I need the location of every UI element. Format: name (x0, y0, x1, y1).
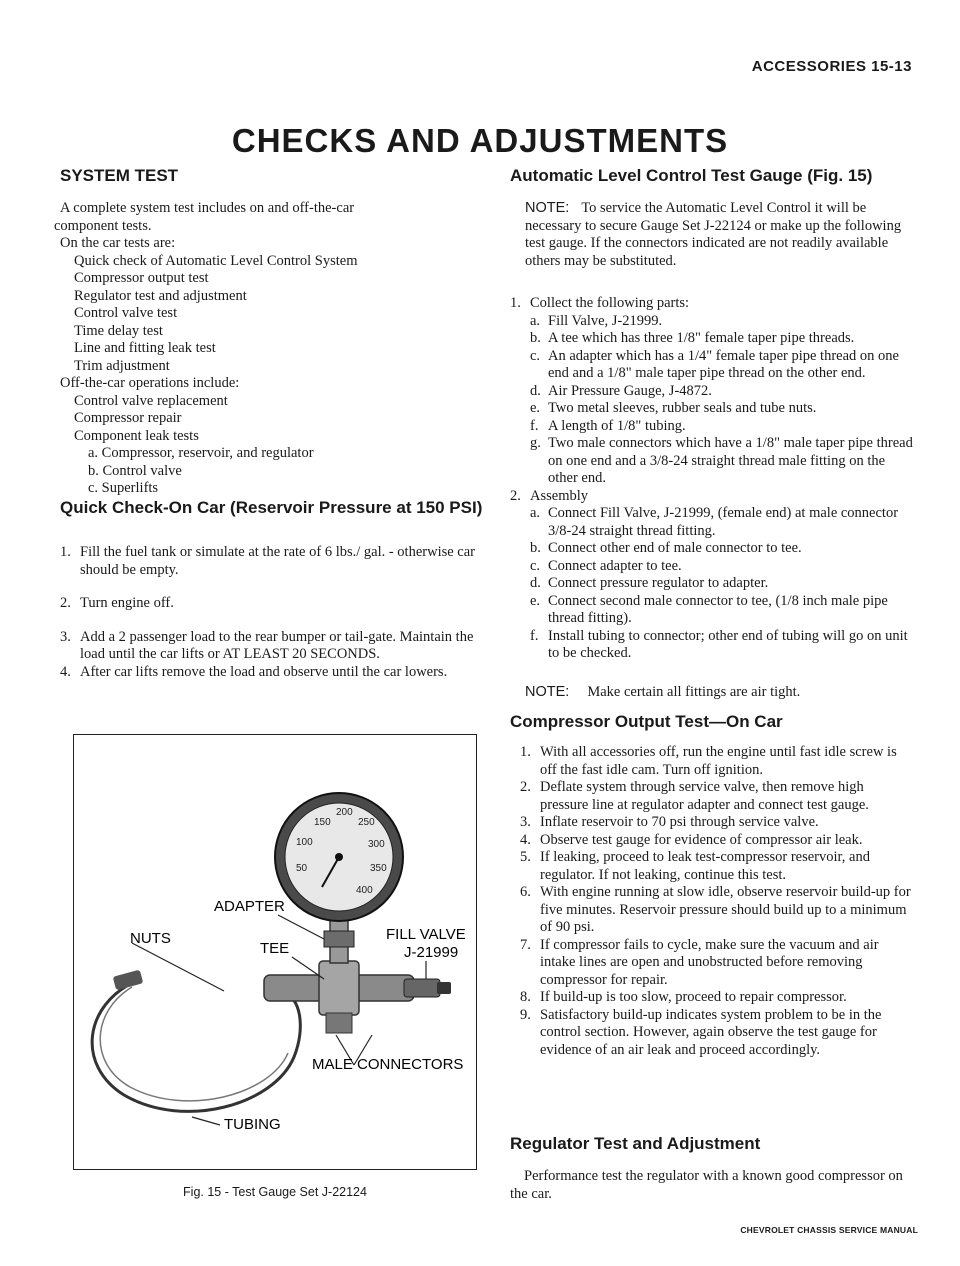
gauge-mark: 250 (358, 817, 375, 828)
quick-check-step (60, 664, 480, 682)
test-gauge-illustration (74, 735, 476, 1169)
system-test-line: Compressor output test (74, 270, 209, 286)
label-male-connectors: MALE CONNECTORS (312, 1056, 464, 1073)
step-text: Observe test gauge for evidence of compressor air leak. (540, 831, 863, 848)
leader-tubing (192, 1117, 220, 1125)
sub-text: Air Pressure Gauge, J-4872. (548, 382, 712, 399)
gauge-mark: 100 (296, 837, 313, 848)
sub-number: e. (530, 400, 541, 416)
step-text: If compressor fails to cycle, make sure the vacuum and air intake lines are open and unobstructed before removing compressor for repair. (540, 936, 879, 988)
sub-text: Install tubing to connector; other end of tubing will go on unit to be checked. (548, 627, 908, 661)
gauge-note (525, 200, 903, 270)
label-fill-valve: FILL VALVE (386, 926, 466, 943)
gauge-section-heading: Automatic Level Control Test Gauge (Fig. 15) (510, 166, 873, 185)
sub-item (530, 418, 913, 436)
figure-frame (73, 734, 477, 1170)
step-number: 5. (520, 849, 531, 865)
sub-number: a. (530, 312, 541, 329)
step-text: If leaking, proceed to leak test-compressor reservoir, and regulator. If not leaking, continue this test. (540, 849, 870, 883)
step-text: After car lifts remove the load and observe until the car lowers. (80, 663, 448, 680)
label-nuts: NUTS (130, 930, 171, 947)
sub-number: c. (530, 557, 541, 574)
system-test-intro-line2: component tests. (54, 217, 152, 234)
compressor-step (520, 849, 915, 884)
sub-item (530, 505, 913, 540)
sub-text: Two male connectors which have a 1/8" male taper pipe thread on one end and a 3/8-24 straight thread male fitting on the other end. (548, 435, 913, 486)
page-number-header: ACCESSORIES 15-13 (751, 58, 912, 75)
step-text: Fill the fuel tank or simulate at the rate of 6 lbs./ gal. - otherwise car should be empty. (80, 544, 476, 578)
gauge-mark: 50 (296, 863, 308, 874)
system-test-line: c. Superlifts (88, 480, 159, 496)
sub-number: b. (530, 330, 541, 346)
compressor-step (520, 744, 915, 779)
note-text: To service the Automatic Level Control it will be necessary to secure Gauge Set J-22124 or make up the following test gauge. If the connectors indicated are not readily available others may be substituted. (525, 200, 902, 269)
label-tubing: TUBING (224, 1116, 281, 1133)
sub-number: c. (530, 347, 541, 364)
compressor-step (520, 937, 915, 990)
compressor-test-heading: Compressor Output Test—On Car (510, 712, 783, 731)
sub-number: b. (530, 540, 541, 556)
label-tee: TEE (260, 940, 290, 957)
system-test-line: Off-the-car operations include: (60, 375, 240, 391)
step-number: 8. (520, 989, 531, 1005)
step-text: Add a 2 passenger load to the rear bumper or tail-gate. Maintain the load until the car lifts or AT LEAST 20 SECONDS. (80, 628, 474, 662)
compressor-step (520, 779, 915, 814)
sub-text: Connect other end of male connector to tee. (548, 540, 802, 556)
page-title: CHECKS AND ADJUSTMENTS (231, 122, 729, 159)
quick-check-steps (60, 544, 480, 681)
leader-adapter (278, 915, 324, 939)
sub-item (530, 313, 913, 331)
system-test-intro-line1: A complete system test includes on and off-the-car (60, 200, 355, 216)
step-number: 2. (60, 595, 71, 611)
sub-text: A tee which has three 1/8" female taper pipe threads. (548, 330, 855, 346)
system-test-line: Time delay test (74, 322, 163, 339)
step-text: Inflate reservoir to 70 psi through service valve. (540, 814, 819, 830)
sub-item (530, 593, 913, 628)
system-test-line: a. Compressor, reservoir, and regulator (88, 445, 314, 461)
sub-number: e. (530, 592, 541, 609)
step-text: Collect the following parts: (530, 295, 690, 311)
sub-item (530, 558, 913, 576)
system-test-line: Quick check of Automatic Level Control System (74, 252, 358, 269)
sub-item (530, 383, 913, 401)
sub-text: Two metal sleeves, rubber seals and tube nuts. (548, 400, 817, 416)
sub-item (530, 628, 913, 663)
figure-caption: Fig. 15 - Test Gauge Set J-22124 (183, 1185, 367, 1199)
sub-number: g. (530, 435, 541, 451)
sub-text: Connect pressure regulator to adapter. (548, 575, 769, 591)
system-test-line: On the car tests are: (60, 235, 176, 251)
sub-item (530, 540, 913, 558)
system-test-line: Control valve test (74, 305, 178, 321)
step-number: 2. (520, 779, 531, 795)
note-label: NOTE: (525, 200, 570, 216)
step-text: With engine running at slow idle, observe reservoir build-up for five minutes. Reservoir pressure should build up to a minimum of 90 psi. (540, 884, 911, 935)
step-number: 6. (520, 884, 531, 900)
step-number: 3. (520, 814, 531, 830)
system-test-line: Control valve replacement (74, 392, 228, 409)
step-number: 1. (510, 295, 521, 311)
fill-valve-cap (437, 982, 451, 994)
sub-text: Fill Valve, J-21999. (548, 312, 663, 329)
sub-item (530, 400, 913, 418)
label-fill-valve-number: J-21999 (404, 944, 459, 961)
system-test-body (54, 200, 480, 498)
compressor-test-steps (520, 744, 915, 1059)
tube-nut (113, 970, 144, 991)
tubing-coil-inner (100, 987, 288, 1101)
sub-text: Connect adapter to tee. (548, 557, 682, 574)
regulator-test-heading: Regulator Test and Adjustment (510, 1134, 761, 1153)
compressor-step (520, 832, 915, 850)
system-test-line: b. Control valve (88, 462, 182, 479)
step-number: 7. (520, 936, 531, 953)
system-test-line: Compressor repair (74, 410, 182, 426)
gauge-step (510, 295, 913, 488)
gauge-step (510, 488, 913, 663)
footer-brand: CHEVROLET CHASSIS SERVICE MANUAL (740, 1225, 918, 1235)
note-label: NOTE: (525, 684, 570, 700)
tee-center (319, 961, 359, 1015)
step-number: 9. (520, 1006, 531, 1023)
sub-item (530, 435, 913, 488)
compressor-step (520, 884, 915, 937)
gauge-mark: 300 (368, 839, 385, 850)
gauge-mark: 400 (356, 885, 373, 896)
sub-number: d. (530, 575, 541, 591)
sub-number: d. (530, 382, 541, 399)
step-number: 4. (520, 831, 531, 848)
leader-nuts (132, 943, 224, 991)
sub-item (530, 330, 913, 348)
step-number: 2. (510, 487, 521, 504)
quick-check-step (60, 629, 480, 664)
sub-text: A length of 1/8" tubing. (548, 417, 686, 434)
step-text: With all accessories off, run the engine until fast idle screw is off the fast idle cam. Turn off ignition. (540, 744, 897, 778)
step-text: Assembly (530, 487, 588, 504)
system-test-heading: SYSTEM TEST (60, 166, 179, 185)
step-text: If build-up is too slow, proceed to repair compressor. (540, 989, 847, 1005)
sub-text: Connect Fill Valve, J-21999, (female end) at male connector 3/8-24 straight thread fitting. (548, 505, 899, 539)
sub-text: Connect second male connector to tee, (1/8 inch male pipe thread fitting). (548, 592, 888, 626)
compressor-step (520, 1007, 915, 1060)
sub-item (530, 348, 913, 383)
step-number: 1. (60, 544, 71, 560)
system-test-line: Component leak tests (74, 427, 199, 444)
sub-item (530, 575, 913, 593)
system-test-line: Line and fitting leak test (74, 340, 216, 356)
sub-number: a. (530, 505, 541, 521)
adapter-hex (324, 931, 354, 947)
system-test-line: Regulator test and adjustment (74, 287, 247, 304)
quick-check-heading: Quick Check-On Car (Reservoir Pressure at 150 PSI) (60, 498, 483, 517)
note-text: Make certain all fittings are air tight. (587, 684, 801, 700)
gauge-mark: 200 (336, 807, 353, 818)
sub-number: f. (530, 627, 539, 644)
step-text: Satisfactory build-up indicates system problem to be in the control section. However, again observe the test gauge for evidence of an air leak and proceed accordingly. (540, 1006, 882, 1058)
regulator-test-text: Performance test the regulator with a known good compressor on the car. (510, 1168, 903, 1202)
step-text: Turn engine off. (80, 595, 174, 611)
gauge-mark: 150 (314, 817, 331, 828)
gauge-hub (335, 853, 343, 861)
male-connector-lower (326, 1013, 352, 1033)
quick-check-step (60, 544, 480, 579)
fill-valve-end (404, 979, 440, 997)
gauge-mark: 350 (370, 863, 387, 874)
gauge-note-2 (525, 684, 905, 702)
step-number: 3. (60, 628, 71, 645)
compressor-step (520, 989, 915, 1007)
gauge-steps (510, 295, 913, 663)
step-number: 1. (520, 744, 531, 760)
system-test-line: Trim adjustment (74, 357, 170, 374)
step-text: Deflate system through service valve, then remove high pressure line at regulator adapter and connect test gauge. (540, 779, 869, 813)
step-number: 4. (60, 663, 71, 680)
compressor-step (520, 814, 915, 832)
sub-number: f. (530, 417, 539, 434)
quick-check-step (60, 595, 480, 613)
sub-text: An adapter which has a 1/4" female taper pipe thread on one end and a 1/8" male taper pipe thread on the other end. (548, 347, 899, 381)
label-adapter: ADAPTER (214, 898, 285, 915)
